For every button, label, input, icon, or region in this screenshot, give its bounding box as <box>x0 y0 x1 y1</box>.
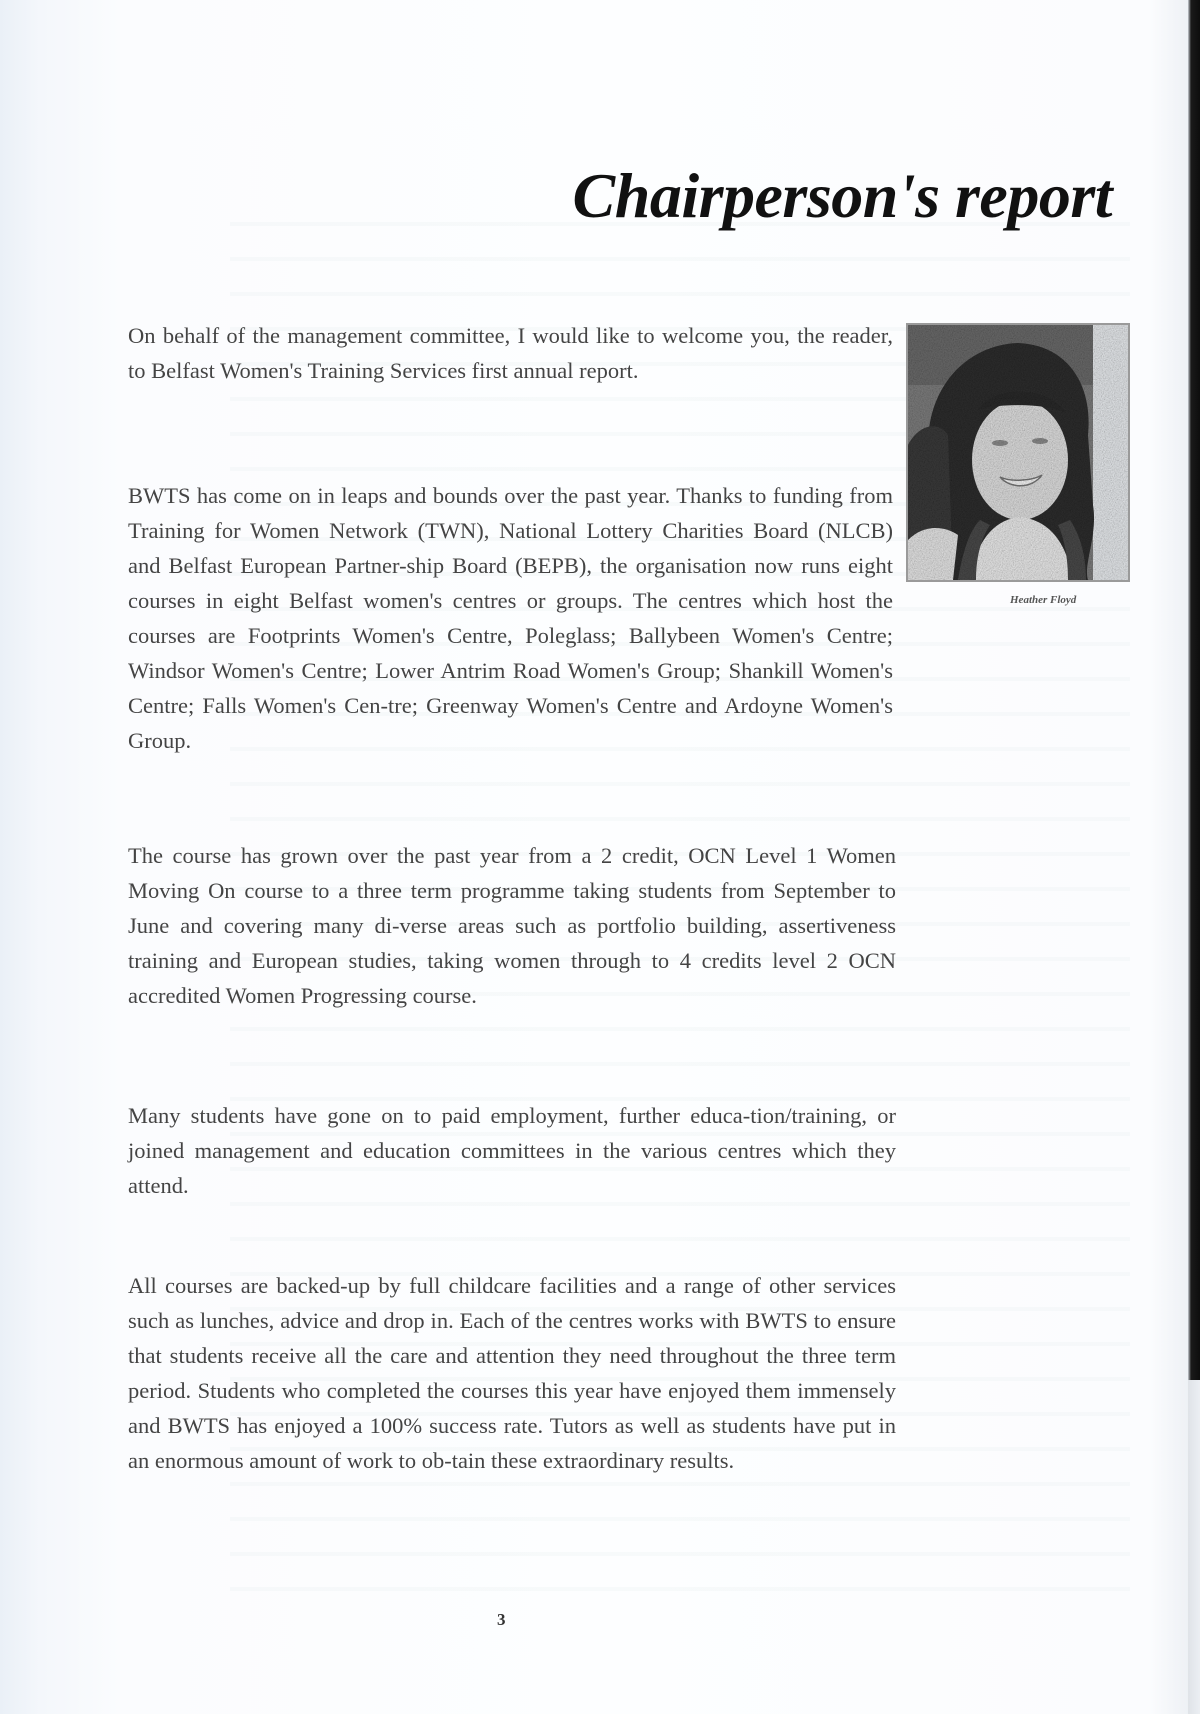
paragraph-support-services: All courses are backed-up by full childcare facilities and a range of other services such as lunches, advice and drop in. Each of the centres works with BWTS to ensure that students receive all the care and attention they need throughout the three term period. Students who completed the courses this year have enjoyed them immensely and BWTS has enjoyed a 100% success rate. Tutors as well as students have put in an enormous amount of work to ob-tain these extraordinary results. <box>128 1273 896 1473</box>
page-number: 3 <box>497 1610 506 1629</box>
paragraph-course-growth: The course has grown over the past year from a 2 credit, OCN Level 1 Women Moving On course to a three term programme taking students from September to June and covering many di-verse areas such as portfolio building, assertiveness training and European studies, taking women through to 4 credits level 2 OCN accredited Women Progressing course. <box>128 843 896 1008</box>
paragraph-funding-and-centres: BWTS has come on in leaps and bounds over the past year. Thanks to funding from Training for Women Network (TWN), National Lottery Charities Board (NLCB) and Belfast European Partner-ship Board (BEPB), the organisation now runs eight courses in eight Belfast women's centres or groups. The centres which host the courses are Footprints Women's Centre, Poleglass; Ballybeen Women's Centre; Windsor Women's Centre; Lower Antrim Road Women's Group; Shankill Women's Centre; Falls Women's Cen-tre; Greenway Women's Centre and Ardoyne Women's Group. <box>128 483 893 753</box>
portrait-photo <box>906 323 1130 582</box>
page-edge-lower <box>1188 1380 1200 1714</box>
photo-caption: Heather Floyd <box>1010 594 1077 606</box>
paragraph-student-outcomes: Many students have gone on to paid employment, further educa-tion/training, or joined management and education committees in the various centres which they attend. <box>128 1103 896 1198</box>
portrait-image-icon <box>908 325 1128 580</box>
paragraph-welcome: On behalf of the management committee, I would like to welcome you, the reader, to Belfast Women's Training Services first annual report. <box>128 323 893 383</box>
page-title: Chairperson's report <box>572 160 1112 231</box>
